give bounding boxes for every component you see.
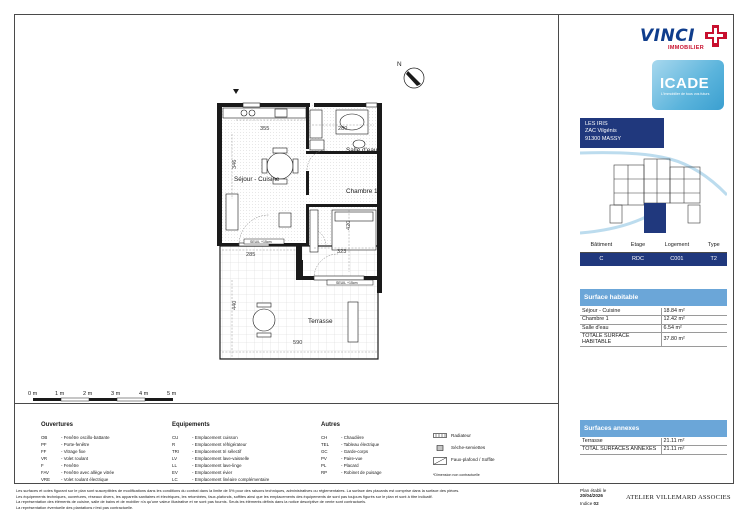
legend-item: PL - Placard xyxy=(321,463,359,469)
legend-item: R - Emplacement réfrigérateur xyxy=(172,441,247,447)
project-name: LES IRIS xyxy=(585,121,608,127)
legend-label: Paire-vue xyxy=(343,456,363,462)
dim-280: 280 xyxy=(338,126,348,132)
apartment-highlight xyxy=(644,203,666,233)
surface-habitable-table xyxy=(580,308,727,347)
legend-item: LC - Emplacement linéaire complémentaire xyxy=(172,477,270,483)
plan-date-label: Plan établi le xyxy=(580,488,607,493)
legend-code: TRI xyxy=(172,448,180,454)
legend-label: Garde-corps xyxy=(343,448,369,454)
legend-label: Emplacement lave-vaisselle xyxy=(194,456,250,462)
symbol-label: Sèche-serviettes xyxy=(451,445,486,450)
legend-item: TRI - Emplacement tri sélectif xyxy=(172,448,242,454)
legend-code: EV xyxy=(172,470,178,476)
scale-label-5: 5 m xyxy=(167,391,177,397)
surface-value: 37.80 m² xyxy=(661,333,727,347)
legend-item: FAV - Fenêtre avec allège vitrée xyxy=(41,470,115,476)
surface-habitable-title: Surface habitable xyxy=(580,289,727,306)
legend-label: Volet roulant électrique xyxy=(63,477,109,483)
apt-value-batiment: C xyxy=(580,252,623,266)
legend-code: LV xyxy=(172,456,178,462)
legend-item: VR - Volet roulant xyxy=(41,456,89,462)
dim-355: 355 xyxy=(260,126,270,132)
legend-item: CH - Chaudière xyxy=(321,434,364,440)
legend-item: LL - Emplacement lave-linge xyxy=(172,463,242,469)
vinci-logo-text: VINCI xyxy=(640,26,696,46)
legend-item: PV - Paire-vue xyxy=(321,456,363,462)
legend-title: Equipements xyxy=(172,422,210,428)
legend-title: Ouvertures xyxy=(41,422,74,428)
table-row xyxy=(580,324,727,332)
legend-item: GC - Garde-corps xyxy=(321,448,369,454)
legend-code: PV xyxy=(321,456,327,462)
legend-code: LL xyxy=(172,463,177,469)
table-row xyxy=(580,308,727,316)
entry-arrow xyxy=(233,89,239,94)
surface-label: Terrasse xyxy=(580,438,661,446)
towel-dryer-icon xyxy=(433,445,447,451)
dim-590: 590 xyxy=(293,340,303,346)
vinci-logo-sub: IMMOBILIER xyxy=(668,45,704,51)
legend-footnote: *Dimension non contractuelle xyxy=(433,473,480,477)
dim-323: 323 xyxy=(337,249,347,255)
surface-value: 21.11 m² xyxy=(661,438,727,446)
surfaces-annexes-title: Surfaces annexes xyxy=(580,420,727,437)
legend-title: Autres xyxy=(321,422,341,428)
scale-bar xyxy=(33,398,173,401)
legend-label: Emplacement lave-linge xyxy=(194,463,242,469)
legend-label: Tableau électrique xyxy=(343,441,380,447)
north-label: N xyxy=(397,61,402,68)
legend-item: LV - Emplacement lave-vaisselle xyxy=(172,456,250,462)
apt-value-type: T2 xyxy=(701,252,727,266)
legend-label: Emplacement réfrigérateur xyxy=(194,441,247,447)
scale-label-4: 4 m xyxy=(139,391,149,397)
surface-value: 18.84 m² xyxy=(661,308,727,316)
building-thumbnail xyxy=(580,149,727,237)
plan-date-value: 20/04/2026 xyxy=(580,493,603,498)
indice-label: Indice xyxy=(580,501,593,506)
apartment-table xyxy=(580,238,727,266)
scale-label-0: 0 m xyxy=(28,391,38,397)
room-label-terrasse: Terrasse xyxy=(308,318,333,325)
legend-autres xyxy=(321,421,382,476)
surface-label: Séjour - Cuisine xyxy=(580,308,661,316)
legend-item: F - Fenêtre xyxy=(41,463,79,469)
legend-item: PF - Porte-fenêtre xyxy=(41,441,90,447)
north-compass xyxy=(404,68,424,88)
seuil-1-label: SEUIL +15cm xyxy=(250,240,272,244)
legend-label: Chaudière xyxy=(343,434,364,440)
legend-label: Emplacement cuisson xyxy=(194,434,238,440)
room-label-sejour: Séjour - Cuisine xyxy=(234,176,280,183)
legend-equipements xyxy=(172,421,269,484)
table-row-total xyxy=(580,333,727,347)
surface-value: 12.42 m² xyxy=(661,316,727,324)
apt-header-logement: Logement xyxy=(653,238,700,252)
legend-code: CH xyxy=(321,434,328,440)
project-info xyxy=(580,118,664,148)
surface-label: TOTAL SURFACES ANNEXES xyxy=(580,446,661,454)
legend-label: Emplacement linéaire complémentaire xyxy=(194,477,270,483)
legend-label: Vitrage fixe xyxy=(63,448,86,454)
legend-item: RP - Robinet de puisage xyxy=(321,470,382,476)
signature-block xyxy=(580,488,606,506)
surfaces-annexes-table xyxy=(580,438,727,455)
dim-420: 420 xyxy=(346,220,352,230)
atelier-name: ATELIER VILLEMARD ASSOCIES xyxy=(626,494,731,501)
legend-code: FAV xyxy=(41,470,49,476)
legend-code: CU xyxy=(172,434,179,440)
disclaimer-line: La représentation éventuelle des plantations n'est pas contractuelle. xyxy=(16,504,134,510)
dim-346: 346 xyxy=(232,159,238,169)
apt-value-logement: C001 xyxy=(653,252,700,266)
project-city: 91300 MASSY xyxy=(585,135,622,142)
legend-code: LC xyxy=(172,477,178,483)
apt-value-etage: RDC xyxy=(623,252,654,266)
disclaimer-line: La représentation des éléments de cuisine, salle de bains et de mobilier n'a qu'une valeur illustrative et ne sont pas fournis. Seuls les éléments définis dans la notice descriptive de vente sont contractuels. xyxy=(16,499,367,505)
icade-tagline: L'immobilier de tous vos futurs xyxy=(661,92,710,96)
indice-value: 02 xyxy=(593,501,599,506)
surface-label: TOTALE SURFACE HABITABLE xyxy=(580,333,661,347)
legend-ouvertures xyxy=(41,421,114,484)
symbol-label: Faux-plafond / Soffite xyxy=(451,457,495,462)
legend-code: VR xyxy=(41,456,48,462)
legend-code: FF xyxy=(41,448,47,454)
kitchen xyxy=(223,108,306,118)
legend-code: F xyxy=(41,463,44,469)
legend-label: Porte-fenêtre xyxy=(63,441,90,447)
legend-label: Fenêtre xyxy=(63,463,79,469)
legend-label: Robinet de puisage xyxy=(343,470,382,476)
surface-label: Chambre 1 xyxy=(580,316,661,324)
seuil-2-label: SEUIL +15cm xyxy=(336,281,358,285)
table-row-total xyxy=(580,446,727,454)
legend-code: GC xyxy=(321,448,328,454)
legend-item: FF - Vitrage fixe xyxy=(41,448,86,454)
icade-logo xyxy=(652,60,724,110)
legend-label: Fenêtre avec allège vitrée xyxy=(63,470,115,476)
surface-value: 6.54 m² xyxy=(661,324,727,332)
apt-header-type: Type xyxy=(701,238,727,252)
legend-code: RP xyxy=(321,470,328,476)
indice-row xyxy=(580,501,606,506)
legend-label: Emplacement tri sélectif xyxy=(194,448,242,454)
legend-code: R xyxy=(172,441,176,447)
symbol-label: Radiateur xyxy=(451,433,471,438)
legend-code: OB xyxy=(41,434,48,440)
vinci-cross-icon xyxy=(704,24,728,48)
surface-label: Salle d'eau xyxy=(580,324,661,332)
legend-code: PL xyxy=(321,463,327,469)
vinci-logo xyxy=(640,24,730,52)
legend-item: CU - Emplacement cuisson xyxy=(172,434,238,440)
scale-label-2: 2 m xyxy=(83,391,93,397)
radiator-icon xyxy=(433,433,447,438)
scale-label-1: 1 m xyxy=(55,391,65,397)
legend-code: VRE xyxy=(41,477,51,483)
project-zac: ZAC Vilgénis xyxy=(585,128,617,135)
dim-440: 440 xyxy=(232,300,238,310)
floor-plan xyxy=(14,14,559,404)
apt-header-batiment: Bâtiment xyxy=(580,238,623,252)
table-row xyxy=(580,316,727,324)
room-label-salle-eau: Salle d'eau xyxy=(346,147,378,154)
dim-285: 285 xyxy=(246,252,256,258)
legend-item: EV - Emplacement évier xyxy=(172,470,233,476)
disclaimer xyxy=(16,488,576,510)
legend-item: OB - Fenêtre oscillo-battante xyxy=(41,434,110,440)
legend-label: Fenêtre oscillo-battante xyxy=(63,434,110,440)
apt-header-etage: Etage xyxy=(623,238,654,252)
legend-item: TEL - Tableau électrique xyxy=(321,441,380,447)
room-label-chambre: Chambre 1 xyxy=(346,188,378,195)
scale-label-3: 3 m xyxy=(111,391,121,397)
legend-label: Volet roulant xyxy=(63,456,89,462)
disclaimer-line: Les équipements techniques, ouvertures, réseaux divers, les appareils sanitaires et électriques, les retombées, faux-plafonds, soffites ainsi que les emplacements des équipements de sont pas toujours figurés sur le plan et sont à titre indicatif. xyxy=(16,493,433,499)
legend-code: TEL xyxy=(321,441,330,447)
legend-item: VRE - Volet roulant électrique xyxy=(41,477,109,483)
icade-logo-text: ICADE xyxy=(660,75,710,92)
legend-label: Emplacement évier xyxy=(194,470,233,476)
surface-value: 21.11 m² xyxy=(661,446,727,454)
false-ceiling-icon xyxy=(433,457,447,465)
disclaimer-line: Les surfaces et cotes figurant sur le plan sont susceptibles de modifications dans les conditions du contrat dans la limite de 5% pour des raisons techniques, administratives ou réglementaires. La surface des placards est comprise dans la surface des pièces. xyxy=(16,488,460,493)
legend-label: Placard xyxy=(343,463,359,469)
table-row xyxy=(580,438,727,446)
legend-code: PF xyxy=(41,441,47,447)
